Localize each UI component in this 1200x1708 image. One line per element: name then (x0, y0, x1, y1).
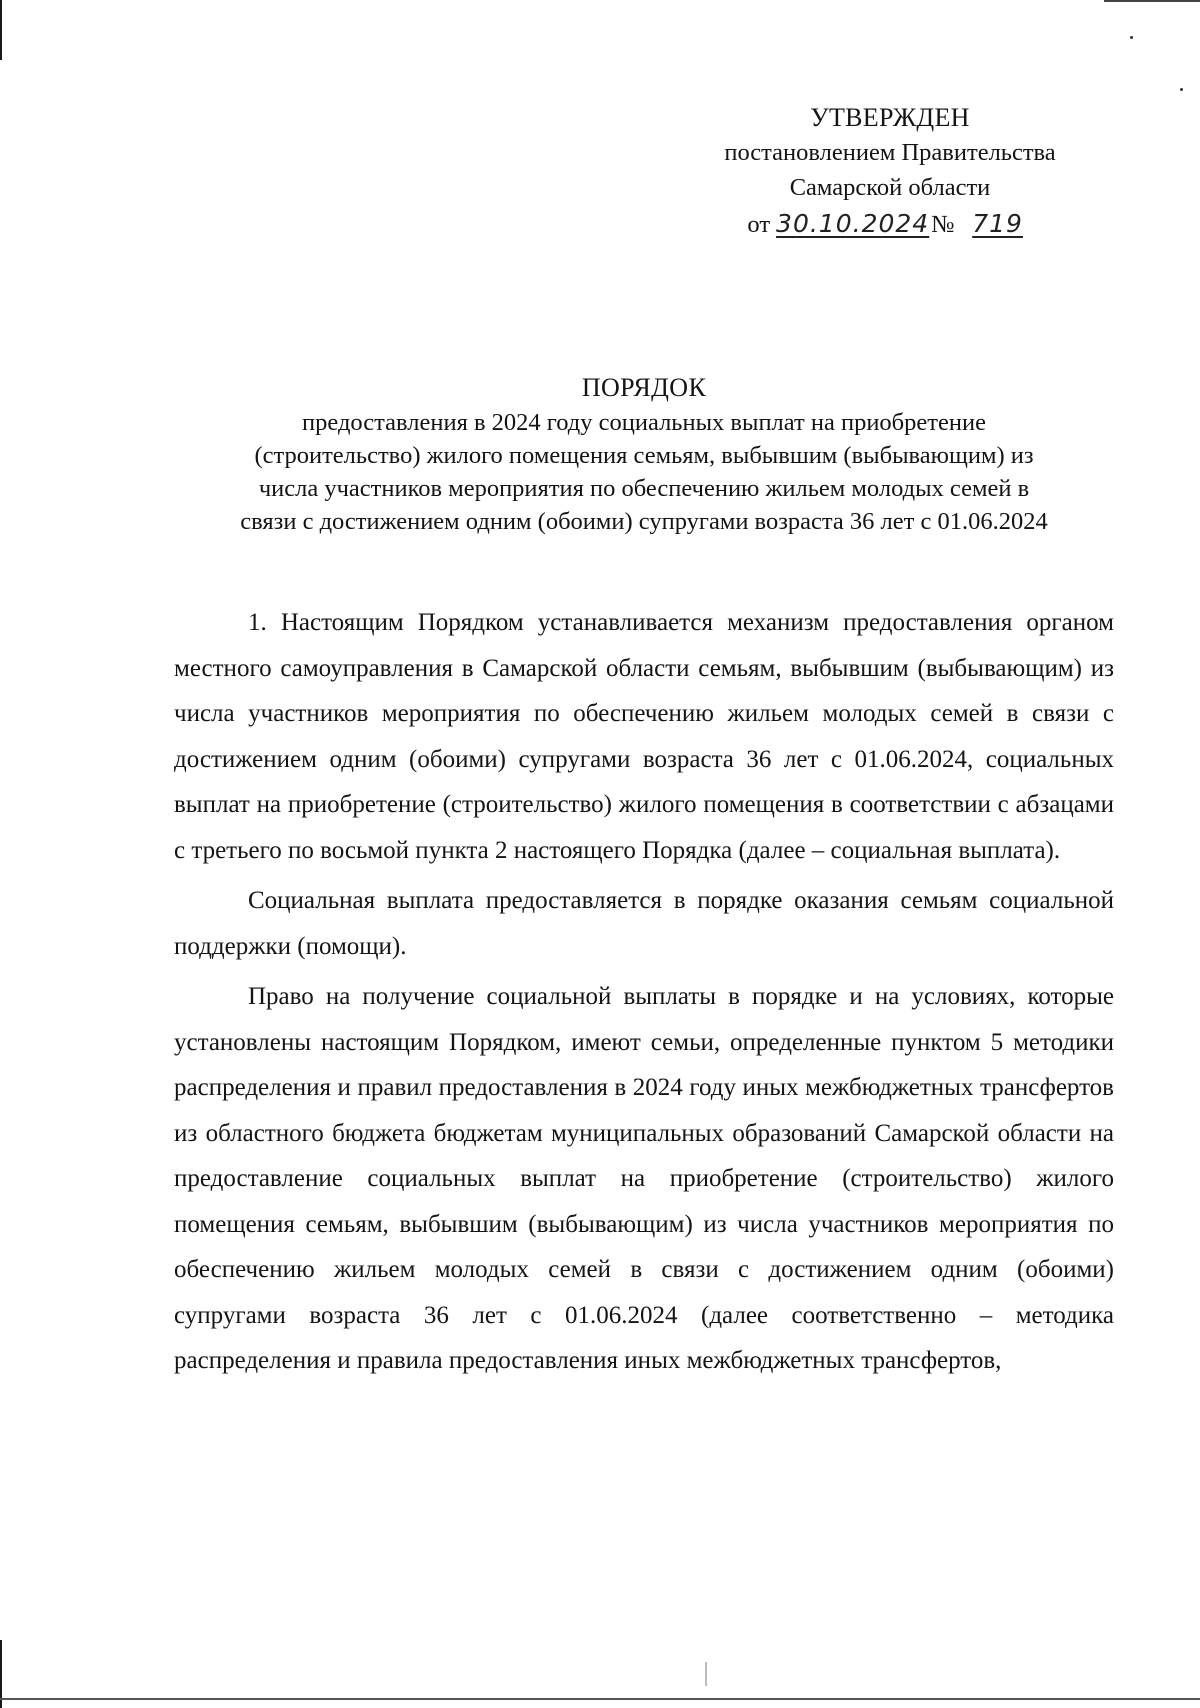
handwritten-date: 30.10.2024 (776, 209, 930, 238)
approval-block (660, 100, 1120, 242)
scan-edge-bottom (0, 1698, 1200, 1700)
scan-speck (1130, 36, 1133, 39)
approval-line-2: Самарской области (789, 174, 991, 201)
subtitle-line: связи с достижением одним (обоими) супругами возраста 36 лет с 01.06.2024 (240, 508, 1048, 535)
subtitle-line: предоставления в 2024 году социальных выплат на приобретение (302, 409, 986, 436)
document-body (174, 600, 1114, 1384)
scan-edge-left (0, 0, 2, 60)
paragraph-2: Социальная выплата предоставляется в порядке оказания семьям социальной поддержки (помощи). (174, 887, 1114, 960)
document-heading (100, 370, 1188, 538)
paragraph-3: Право на получение социальной выплаты в порядке и на условиях, которые установлены настоящим Порядком, имеют семьи, определенные пунктом 5 методики распределения и правил предоставления в 2024 году иных межбюджетных трансфертов из областного бюджета бюджетам муниципальных образований Самарской области на предоставление социальных выплат на приобретение (строительство) жилого помещения семьям, выбывшим (выбывающим) из числа участников мероприятия по обеспечению жильем молодых семей в связи с достижением одним (обоими) супругами возраста 36 лет с 01.06.2024 (далее соответственно – методика распределения и правила предоставления иных межбюджетных трансфертов, (174, 983, 1114, 1374)
scan-edge-top (1104, 0, 1200, 2)
date-prefix: от (747, 211, 771, 238)
scan-mark (705, 1662, 707, 1686)
subtitle-line: числа участников мероприятия по обеспечению жильем молодых семей в (258, 475, 1030, 502)
handwritten-number: 719 (972, 209, 1023, 238)
subtitle-line: (строительство) жилого помещения семьям, выбывшим (выбывающим) из (254, 442, 1034, 469)
number-sign: № (931, 211, 955, 238)
document-title: ПОРЯДОК (581, 373, 707, 402)
approval-line-1: постановлением Правительства (724, 139, 1056, 166)
document-subtitle (100, 406, 1188, 538)
approval-title: УТВЕРЖДЕН (810, 103, 970, 132)
scan-speck (1180, 88, 1183, 91)
paragraph-1: 1. Настоящим Порядком устанавливается механизм предоставления органом местного самоуправления в Самарской области семьям, выбывшим (выбывающим) из числа участников мероприятия по обеспечению жильем молодых семей в связи с достижением одним (обоими) супругами возраста 36 лет с 01.06.2024, социальных выплат на приобретение (строительство) жилого помещения в соответствии с абзацами с третьего по восьмой пункта 2 настоящего Порядка (далее – социальная выплата). (174, 609, 1114, 864)
approval-date-line (660, 206, 1120, 242)
